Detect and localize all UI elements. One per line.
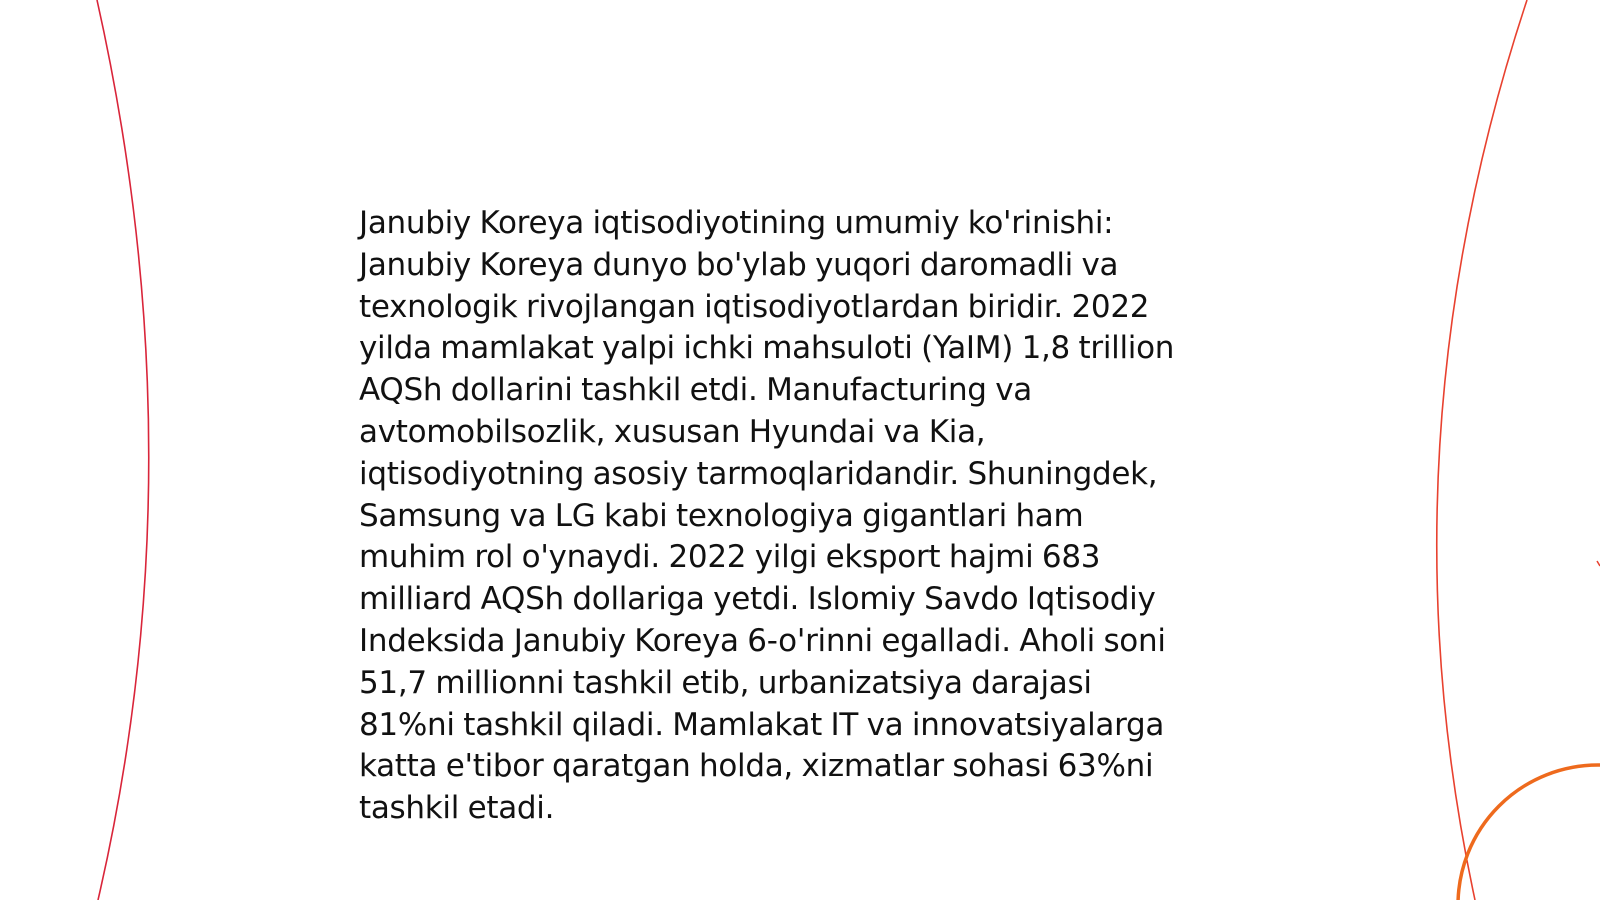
text-line: texnologik rivojlangan iqtisodiyotlardan biridir. 2022 <box>359 288 1150 325</box>
text-line: iqtisodiyotning asosiy tarmoqlaridandir. Shuningdek, <box>359 455 1158 492</box>
text-line: avtomobilsozlik, xususan Hyundai va Kia, <box>359 413 986 450</box>
text-line: Indeksida Janubiy Koreya 6-o'rinni egalladi. Aholi soni <box>359 622 1166 659</box>
text-line: yilda mamlakat yalpi ichki mahsuloti (YaIM) 1,8 trillion <box>359 330 1175 367</box>
text-line: Janubiy Koreya iqtisodiyotining umumiy ko'rinishi: <box>359 205 1114 241</box>
text-line: AQSh dollarini tashkil etdi. Manufacturing va <box>359 372 1032 409</box>
right-arc-line <box>1437 0 1527 900</box>
text-line: Janubiy Koreya dunyo bo'ylab yuqori daromadli va <box>359 246 1119 283</box>
text-line: Samsung va LG kabi texnologiya gigantlari ham <box>359 497 1084 534</box>
corner-circle <box>1458 765 1600 900</box>
left-arc-line <box>97 0 149 900</box>
text-line: 81%ni tashkil qiladi. Mamlakat IT va innovatsiyalarga <box>359 706 1165 743</box>
text-line: katta e'tibor qaratgan holda, xizmatlar sohasi 63%ni <box>359 748 1154 785</box>
slide-body-text <box>359 203 1239 830</box>
text-line: milliard AQSh dollariga yetdi. Islomiy Savdo Iqtisodiy <box>359 581 1156 618</box>
text-line: 51,7 millionni tashkil etib, urbanizatsiya darajasi <box>359 664 1092 701</box>
text-line: tashkil etadi. <box>359 790 555 827</box>
text-line: muhim rol o'ynaydi. 2022 yilgi eksport hajmi 683 <box>359 539 1101 576</box>
